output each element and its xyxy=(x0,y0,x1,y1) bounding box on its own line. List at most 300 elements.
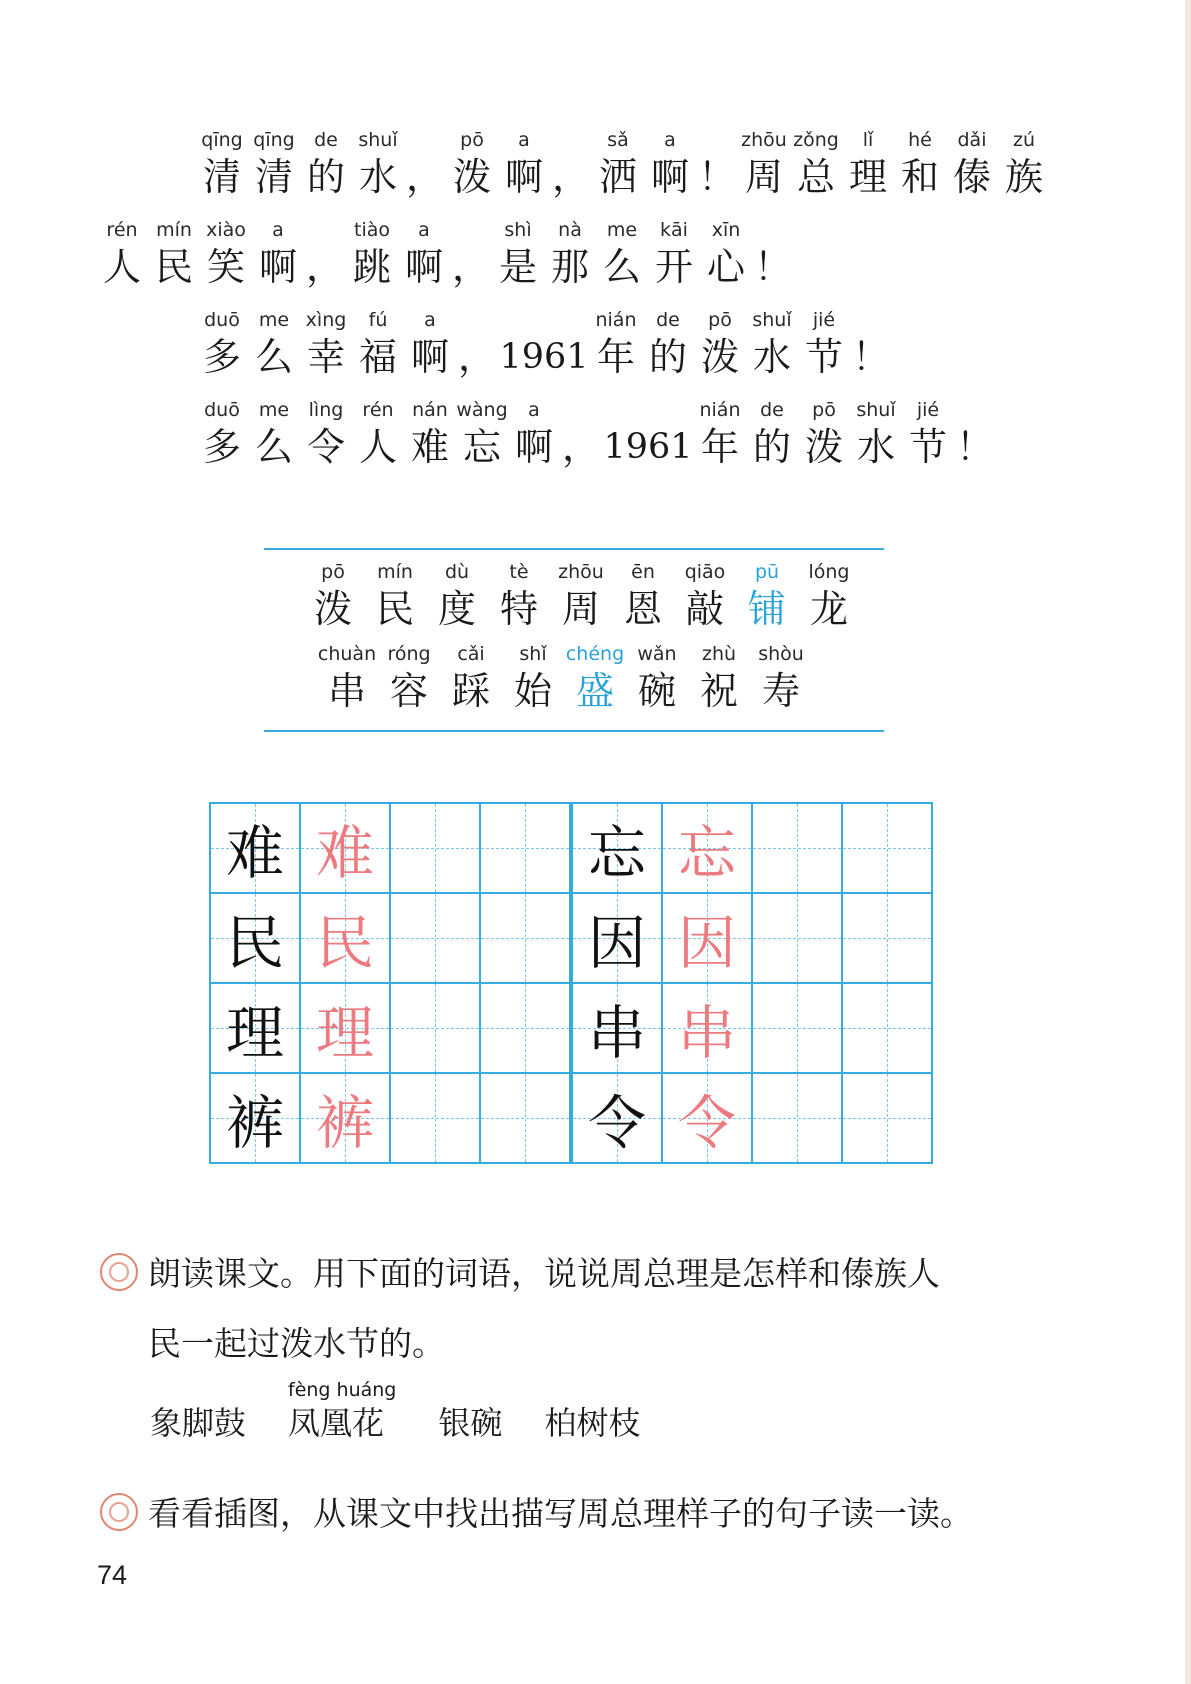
hanzi: 难 xyxy=(410,425,449,469)
grid-cell xyxy=(300,893,390,983)
grid-cell xyxy=(662,803,752,893)
model-char: 理 xyxy=(225,999,284,1067)
hanzi: 节 xyxy=(908,425,947,469)
ruby-char xyxy=(694,308,746,382)
ruby-char xyxy=(148,218,200,292)
model-char: 忘 xyxy=(587,819,646,887)
punctuation xyxy=(450,218,492,292)
vocab-word xyxy=(288,1378,396,1444)
ruby-char xyxy=(642,308,694,382)
pinyin: pō xyxy=(812,399,836,421)
word-list xyxy=(150,1378,640,1444)
grid-guide-v xyxy=(887,984,888,1072)
model-char: 裤 xyxy=(225,1089,284,1157)
ruby-char xyxy=(700,218,752,292)
hanzi: ， xyxy=(305,245,344,289)
ruby-char xyxy=(850,398,902,472)
ruby-char xyxy=(248,308,300,382)
grid-cell xyxy=(210,983,300,1073)
hanzi: 龙 xyxy=(809,587,848,631)
hanzi: ， xyxy=(405,155,444,199)
question-seal-icon xyxy=(100,1493,138,1531)
ruby-char xyxy=(196,398,248,472)
pinyin: xiào xyxy=(206,219,246,241)
ruby-char xyxy=(378,642,440,716)
grid-row xyxy=(210,803,932,893)
ruby-char xyxy=(790,128,842,202)
new-chars-row-1 xyxy=(302,560,860,634)
poem-line-1 xyxy=(196,128,1050,202)
grid-guide-v xyxy=(435,804,436,892)
grid-cell xyxy=(390,803,480,893)
grid-cell xyxy=(571,803,662,893)
pinyin: a xyxy=(424,309,436,331)
hanzi: 啊 xyxy=(650,155,689,199)
ruby-char xyxy=(842,128,894,202)
grid-guide-v xyxy=(887,804,888,892)
pinyin: shòu xyxy=(758,643,804,665)
hanzi: 清 xyxy=(254,155,293,199)
ruby-char xyxy=(200,218,252,292)
ruby-char xyxy=(746,308,798,382)
hanzi: 笑 xyxy=(206,245,245,289)
grid-cell xyxy=(752,1073,842,1163)
hanzi: ！ xyxy=(851,335,890,379)
punctuation xyxy=(954,398,996,472)
pinyin xyxy=(645,398,651,422)
hanzi: ， xyxy=(561,425,600,469)
trace-char: 串 xyxy=(677,999,736,1067)
ruby-char xyxy=(688,642,750,716)
hanzi: 福 xyxy=(358,335,397,379)
grid-guide-v xyxy=(797,804,798,892)
pinyin: lóng xyxy=(808,561,850,583)
pinyin: zhōu xyxy=(558,561,604,583)
pinyin: fèng huáng xyxy=(288,1379,397,1401)
pinyin: rén xyxy=(362,399,394,421)
hanzi: 盛 xyxy=(575,669,614,713)
page-edge xyxy=(1185,0,1191,1684)
hanzi: 碗 xyxy=(637,669,676,713)
grid-cell xyxy=(300,803,390,893)
pinyin: me xyxy=(606,219,638,241)
ruby-char xyxy=(316,642,378,716)
hanzi: 年 xyxy=(596,335,635,379)
grid-guide-v xyxy=(887,1074,888,1162)
pinyin xyxy=(150,1378,246,1402)
hanzi: 柏树枝 xyxy=(544,1404,641,1442)
hanzi: 的 xyxy=(752,425,791,469)
trace-char: 忘 xyxy=(677,819,736,887)
pinyin: wàng xyxy=(456,399,508,421)
grid-cell xyxy=(210,893,300,983)
pinyin: qiāo xyxy=(684,561,726,583)
grid-cell xyxy=(842,983,932,1073)
new-chars-row-2 xyxy=(316,642,812,716)
grid-guide-v xyxy=(435,1074,436,1162)
ruby-char xyxy=(798,398,850,472)
ruby-char xyxy=(998,128,1050,202)
hanzi: 理 xyxy=(848,155,887,199)
pinyin: dǎi xyxy=(957,129,987,151)
grid-cell xyxy=(480,803,571,893)
question-seal-icon xyxy=(100,1253,138,1291)
pinyin xyxy=(438,1378,502,1402)
vocab-word xyxy=(438,1378,502,1444)
hanzi: 清 xyxy=(202,155,241,199)
pinyin: hé xyxy=(908,129,932,151)
pinyin: nián xyxy=(699,399,741,421)
pinyin: zú xyxy=(1012,129,1035,151)
ruby-char xyxy=(352,398,404,472)
ruby-char xyxy=(738,128,790,202)
hanzi: 族 xyxy=(1004,155,1043,199)
grid-cell xyxy=(480,983,571,1073)
pinyin: jié xyxy=(916,399,940,421)
hanzi: 年 xyxy=(700,425,739,469)
ruby-char xyxy=(894,128,946,202)
punctuation xyxy=(456,308,498,382)
hanzi: 开 xyxy=(654,245,693,289)
hanzi: 跳 xyxy=(352,245,391,289)
ruby-char xyxy=(248,128,300,202)
ruby-char xyxy=(798,560,860,634)
pinyin: sǎ xyxy=(607,129,629,151)
trace-char: 民 xyxy=(315,909,374,977)
pinyin: rén xyxy=(106,219,138,241)
ruby-char xyxy=(96,218,148,292)
hanzi: 泼 xyxy=(452,155,491,199)
punctuation xyxy=(850,308,892,382)
ruby-char xyxy=(398,218,450,292)
pinyin: zǒng xyxy=(793,129,839,151)
pinyin: xīn xyxy=(711,219,741,241)
ruby-char xyxy=(564,642,626,716)
ruby-char xyxy=(590,308,642,382)
pinyin: shuǐ xyxy=(856,399,896,421)
grid-cell xyxy=(300,1073,390,1163)
hanzi: 是 xyxy=(498,245,537,289)
hanzi: 水 xyxy=(856,425,895,469)
hanzi: 周 xyxy=(744,155,783,199)
pinyin: fú xyxy=(368,309,388,331)
grid-guide-v xyxy=(525,984,526,1072)
grid-guide-v xyxy=(525,894,526,982)
pinyin: cǎi xyxy=(457,643,485,665)
grid-cell xyxy=(300,983,390,1073)
writing-practice-grid xyxy=(209,802,933,1164)
punctuation xyxy=(404,128,446,202)
ruby-char xyxy=(648,218,700,292)
ruby-char xyxy=(364,560,426,634)
grid-cell xyxy=(662,893,752,983)
grid-cell xyxy=(390,983,480,1073)
hanzi: 么 xyxy=(254,425,293,469)
pinyin: pō xyxy=(708,309,732,331)
pinyin: pō xyxy=(321,561,345,583)
page-number: 74 xyxy=(97,1560,128,1590)
ruby-char xyxy=(798,308,850,382)
pinyin: shì xyxy=(504,219,532,241)
pinyin: nán xyxy=(412,399,448,421)
hanzi: 水 xyxy=(358,155,397,199)
ruby-char xyxy=(596,218,648,292)
ruby-char xyxy=(736,560,798,634)
hanzi: ！ xyxy=(697,155,736,199)
ruby-char xyxy=(612,560,674,634)
trace-char: 因 xyxy=(677,909,736,977)
grid-guide-v xyxy=(797,1074,798,1162)
ruby-char xyxy=(488,560,550,634)
question-1-line-1: 朗读课文。用下面的词语，说说周总理是怎样和傣族人 xyxy=(148,1254,940,1293)
grid-cell xyxy=(662,983,752,1073)
hanzi: 多 xyxy=(202,335,241,379)
punctuation xyxy=(560,398,602,472)
hanzi: ， xyxy=(457,335,496,379)
pinyin: lìng xyxy=(308,399,344,421)
ruby-char xyxy=(426,560,488,634)
pinyin: shuǐ xyxy=(358,129,398,151)
pinyin: a xyxy=(528,399,540,421)
new-chars-bottom-rule xyxy=(264,730,884,732)
ruby-char xyxy=(196,128,248,202)
ruby-char xyxy=(440,642,502,716)
trace-char: 难 xyxy=(315,819,374,887)
ruby-char xyxy=(404,398,456,472)
grid-guide-v xyxy=(797,894,798,982)
hanzi: 幸 xyxy=(306,335,345,379)
trace-char: 理 xyxy=(315,999,374,1067)
ruby-char xyxy=(602,398,694,472)
pinyin: me xyxy=(258,399,290,421)
model-char: 民 xyxy=(225,909,284,977)
grid-cell xyxy=(480,1073,571,1163)
hanzi: ！ xyxy=(753,245,792,289)
hanzi: 么 xyxy=(254,335,293,379)
hanzi: 泼 xyxy=(313,587,352,631)
model-char: 因 xyxy=(587,909,646,977)
hanzi: ！ xyxy=(955,425,994,469)
model-char: 令 xyxy=(587,1089,646,1157)
hanzi: 忘 xyxy=(462,425,501,469)
poem-line-3 xyxy=(196,308,892,382)
hanzi: 1961 xyxy=(603,427,693,467)
hanzi: 串 xyxy=(327,669,366,713)
pinyin: me xyxy=(258,309,290,331)
grid-cell xyxy=(480,893,571,983)
pinyin: ēn xyxy=(631,561,655,583)
ruby-char xyxy=(302,560,364,634)
pinyin: pū xyxy=(754,561,780,583)
hanzi: 节 xyxy=(804,335,843,379)
new-chars-top-rule xyxy=(264,548,884,550)
pinyin: a xyxy=(272,219,284,241)
ruby-char xyxy=(456,398,508,472)
hanzi: 令 xyxy=(306,425,345,469)
pinyin: zhōu xyxy=(741,129,787,151)
hanzi: 洒 xyxy=(598,155,637,199)
grid-cell xyxy=(842,893,932,983)
ruby-char xyxy=(626,642,688,716)
hanzi: 泼 xyxy=(804,425,843,469)
pinyin: róng xyxy=(387,643,431,665)
ruby-char xyxy=(346,218,398,292)
ruby-char xyxy=(750,642,812,716)
pinyin xyxy=(544,1378,640,1402)
pinyin: xìng xyxy=(305,309,347,331)
punctuation xyxy=(304,218,346,292)
ruby-char xyxy=(498,128,550,202)
hanzi: 傣 xyxy=(952,155,991,199)
hanzi: 银碗 xyxy=(438,1404,503,1442)
ruby-char xyxy=(644,128,696,202)
grid-cell xyxy=(390,1073,480,1163)
hanzi: 啊 xyxy=(504,155,543,199)
grid-cell xyxy=(210,803,300,893)
punctuation xyxy=(696,128,738,202)
hanzi: 心 xyxy=(706,245,745,289)
ruby-char xyxy=(946,128,998,202)
model-char: 串 xyxy=(587,999,646,1067)
pinyin: chuàn xyxy=(317,643,377,665)
grid-cell xyxy=(210,1073,300,1163)
hanzi: 敲 xyxy=(685,587,724,631)
grid-guide-v xyxy=(525,804,526,892)
grid-guide-v xyxy=(887,894,888,982)
ruby-char xyxy=(352,308,404,382)
grid-cell xyxy=(842,1073,932,1163)
pinyin: tiào xyxy=(354,219,390,241)
hanzi: 啊 xyxy=(410,335,449,379)
ruby-char xyxy=(502,642,564,716)
pinyin: qīng xyxy=(253,129,295,151)
hanzi: 的 xyxy=(648,335,687,379)
grid-cell xyxy=(842,803,932,893)
vocab-word xyxy=(544,1378,640,1444)
hanzi: 踩 xyxy=(451,669,490,713)
hanzi: 啊 xyxy=(404,245,443,289)
hanzi: 周 xyxy=(561,587,600,631)
grid-row xyxy=(210,1073,932,1163)
hanzi: 水 xyxy=(752,335,791,379)
pinyin: mín xyxy=(377,561,413,583)
hanzi: 容 xyxy=(389,669,428,713)
grid-cell xyxy=(662,1073,752,1163)
hanzi: 多 xyxy=(202,425,241,469)
grid-cell xyxy=(571,983,662,1073)
pinyin: pō xyxy=(460,129,484,151)
ruby-char xyxy=(492,218,544,292)
grid-guide-v xyxy=(797,984,798,1072)
hanzi: 人 xyxy=(102,245,141,289)
pinyin: a xyxy=(518,129,530,151)
ruby-char xyxy=(674,560,736,634)
trace-char: 令 xyxy=(677,1089,736,1157)
pinyin: kāi xyxy=(660,219,688,241)
ruby-char xyxy=(446,128,498,202)
pinyin xyxy=(541,308,547,332)
poem-line-4 xyxy=(196,398,996,472)
hanzi: 凤凰花 xyxy=(288,1404,385,1442)
pinyin: shǐ xyxy=(519,643,547,665)
hanzi: 恩 xyxy=(623,587,662,631)
hanzi: 啊 xyxy=(514,425,553,469)
hanzi: 那 xyxy=(550,245,589,289)
grid-guide-v xyxy=(435,984,436,1072)
trace-char: 裤 xyxy=(315,1089,374,1157)
ruby-char xyxy=(550,560,612,634)
pinyin: chéng xyxy=(565,643,625,665)
hanzi: ， xyxy=(451,245,490,289)
grid-guide-v xyxy=(525,1074,526,1162)
pinyin: shuǐ xyxy=(752,309,792,331)
hanzi: ， xyxy=(551,155,590,199)
hanzi: 总 xyxy=(796,155,835,199)
ruby-char xyxy=(498,308,590,382)
grid-cell xyxy=(752,983,842,1073)
ruby-char xyxy=(300,398,352,472)
ruby-char xyxy=(300,128,352,202)
pinyin: duō xyxy=(204,399,240,421)
ruby-char xyxy=(196,308,248,382)
pinyin: nà xyxy=(558,219,582,241)
ruby-char xyxy=(508,398,560,472)
pinyin: mín xyxy=(156,219,192,241)
pinyin: a xyxy=(664,129,676,151)
hanzi: 民 xyxy=(154,245,193,289)
hanzi: 1961 xyxy=(499,337,589,377)
hanzi: 民 xyxy=(375,587,414,631)
ruby-char xyxy=(746,398,798,472)
ruby-char xyxy=(300,308,352,382)
grid-cell xyxy=(571,893,662,983)
hanzi: 祝 xyxy=(699,669,738,713)
poem-line-2 xyxy=(96,218,794,292)
hanzi: 泼 xyxy=(700,335,739,379)
pinyin: nián xyxy=(595,309,637,331)
punctuation xyxy=(752,218,794,292)
question-2: 看看插图，从课文中找出描写周总理样子的句子读一读。 xyxy=(148,1494,973,1533)
hanzi: 特 xyxy=(499,587,538,631)
grid-cell xyxy=(390,893,480,983)
grid-row xyxy=(210,893,932,983)
hanzi: 啊 xyxy=(258,245,297,289)
ruby-char xyxy=(404,308,456,382)
punctuation xyxy=(550,128,592,202)
pinyin: tè xyxy=(509,561,529,583)
ruby-char xyxy=(544,218,596,292)
ruby-char xyxy=(902,398,954,472)
pinyin: duō xyxy=(204,309,240,331)
grid-row xyxy=(210,983,932,1073)
pinyin: a xyxy=(418,219,430,241)
hanzi: 始 xyxy=(513,669,552,713)
pinyin: jié xyxy=(812,309,836,331)
ruby-char xyxy=(592,128,644,202)
grid-guide-v xyxy=(435,894,436,982)
pinyin: qīng xyxy=(201,129,243,151)
grid-cell xyxy=(752,803,842,893)
hanzi: 度 xyxy=(437,587,476,631)
hanzi: 铺 xyxy=(747,587,786,631)
grid-cell xyxy=(752,893,842,983)
pinyin: lǐ xyxy=(862,129,874,151)
hanzi: 人 xyxy=(358,425,397,469)
pinyin: de xyxy=(314,129,338,151)
pinyin: zhù xyxy=(701,643,737,665)
hanzi: 寿 xyxy=(761,669,800,713)
hanzi: 么 xyxy=(602,245,641,289)
